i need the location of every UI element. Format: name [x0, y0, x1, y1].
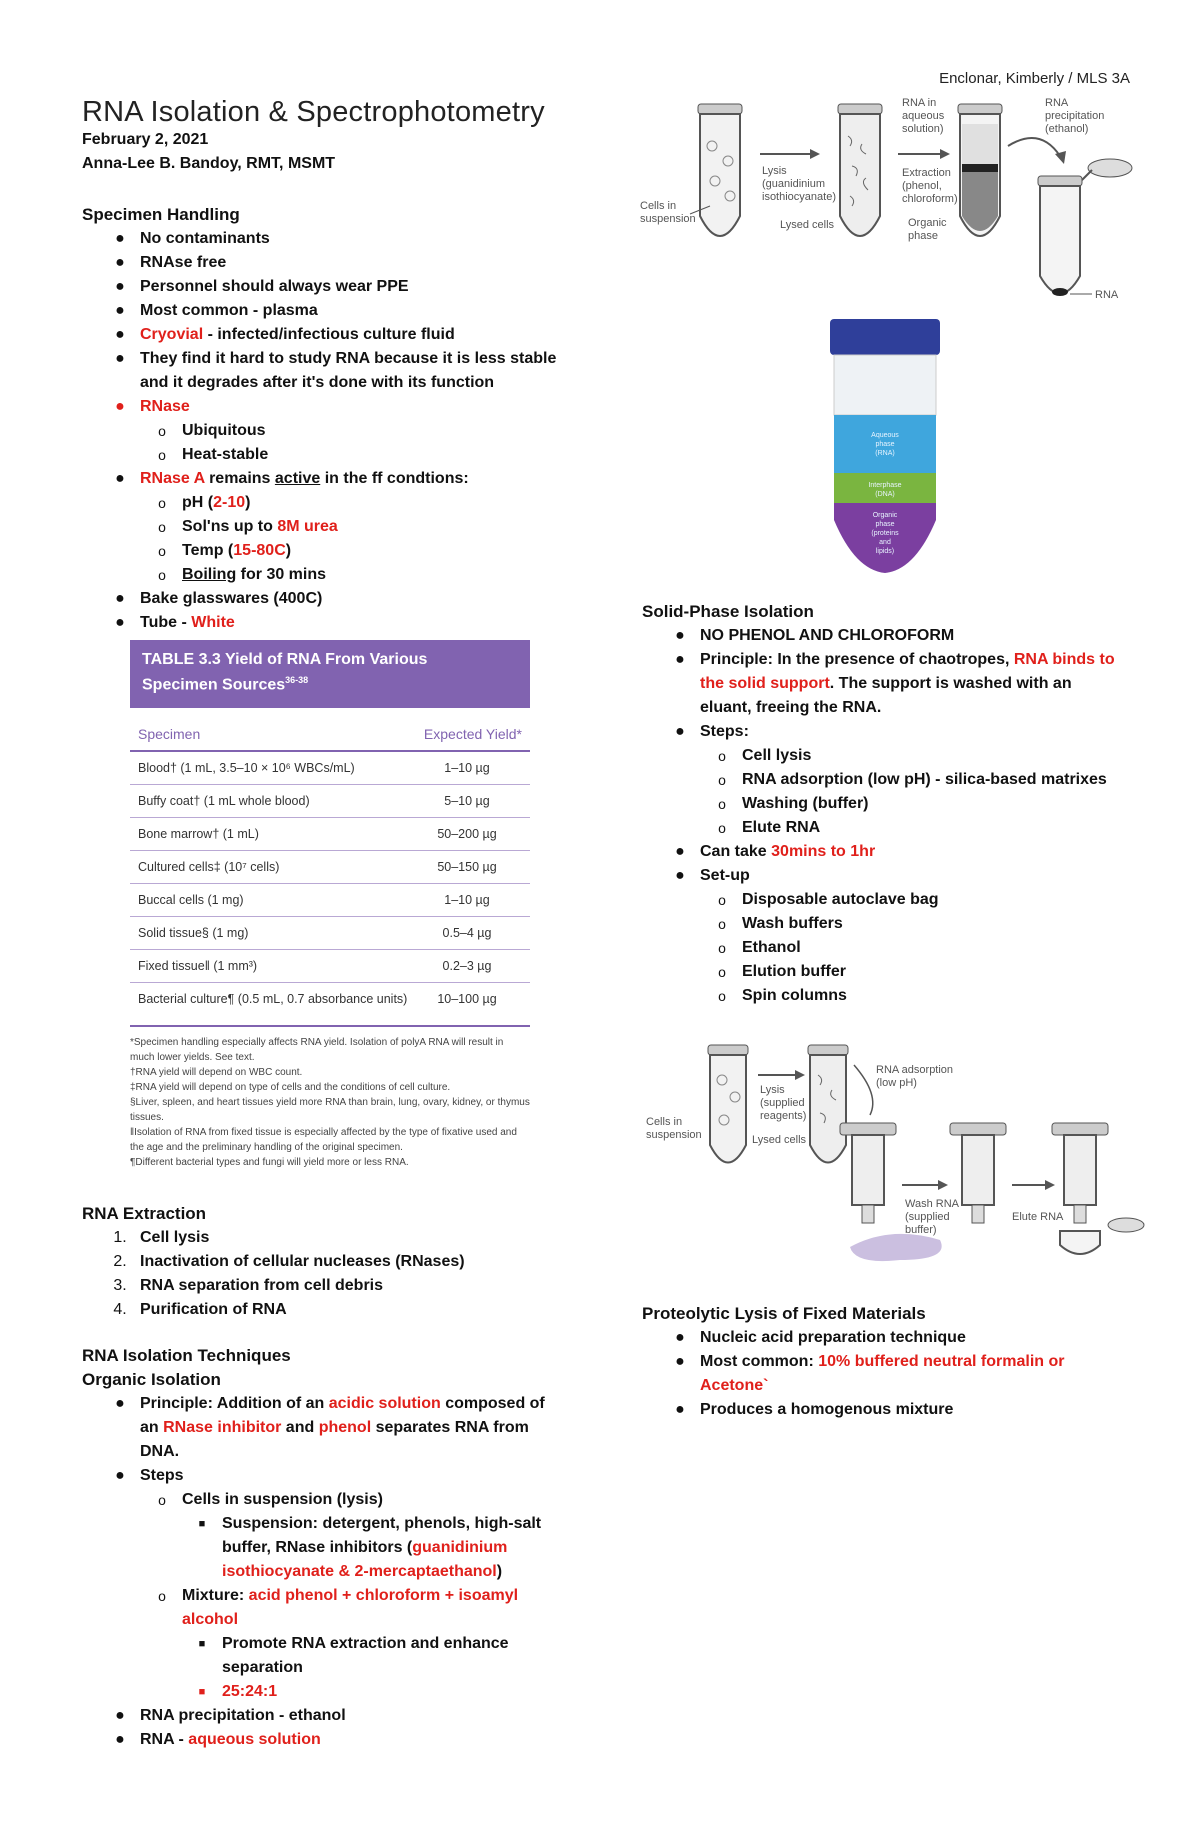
svg-text:and: and: [879, 539, 891, 546]
list-item: o pH (2-10): [158, 494, 251, 511]
list-item: o Disposable autoclave bag: [718, 891, 939, 908]
organic-isolation-heading: Organic Isolation: [82, 1370, 221, 1389]
tube-lysed-icon: [838, 104, 882, 236]
tube-precipitation-icon: [1038, 159, 1132, 296]
svg-text:lipids): lipids): [875, 548, 895, 555]
svg-text:(supplied: (supplied: [760, 1097, 805, 1109]
list-item: ● Tube - White: [115, 614, 235, 631]
tube-extraction-icon: [958, 104, 1002, 236]
lecture-date: February 2, 2021: [82, 131, 209, 148]
svg-text:(phenol,: (phenol,: [902, 180, 942, 192]
solid-phase-figure: [640, 1035, 1150, 1265]
phase-separation-tube-figure: [820, 315, 950, 575]
tube-cap: [830, 319, 940, 355]
svg-text:(guanidinium: (guanidinium: [762, 178, 825, 190]
svg-text:phase: phase: [875, 521, 895, 528]
rna-extraction-heading: RNA Extraction: [82, 1204, 207, 1223]
svg-text:(ethanol): (ethanol): [1045, 123, 1089, 135]
list-item: o Mixture: acid phenol + chloroform + isoamyl alcohol: [158, 1587, 519, 1628]
list-item: ● They find it hard to study RNA because it is less stable and it degrades after it's done with its function: [115, 350, 557, 391]
organic-isolation-figure: [640, 96, 1150, 306]
techniques-heading: RNA Isolation Techniques: [82, 1346, 291, 1365]
list-item: 2. Inactivation of cellular nucleases (RNases): [113, 1253, 465, 1270]
list-item: ● RNA precipitation - ethanol: [115, 1707, 346, 1724]
list-item: ■ Promote RNA extraction and enhance separation: [198, 1635, 509, 1676]
list-item: o Heat-stable: [158, 446, 269, 463]
lecturer-name: Anna-Lee B. Bandoy, RMT, MSMT: [82, 155, 336, 172]
table-title: TABLE 3.3 Yield of RNA From Various Specimen Sources$^{36-38}$: [130, 640, 530, 708]
list-item: o Boiling for 30 mins: [158, 566, 327, 583]
list-item: ● Personnel should always wear PPE: [115, 278, 409, 295]
list-item: ● Principle: In the presence of chaotropes, RNA binds to the solid support. The support is washed with an eluant, freeing the RNA.: [675, 651, 1115, 716]
svg-text:(proteins: (proteins: [871, 530, 899, 537]
list-item: ● Can take 30mins to 1hr: [675, 843, 876, 860]
svg-text:Interphase: Interphase: [868, 482, 902, 489]
svg-text:suspension: suspension: [646, 1129, 702, 1141]
list-item: 4. Purification of RNA: [113, 1301, 287, 1318]
svg-text:buffer): buffer): [905, 1224, 937, 1236]
table-row: Blood† (1 mL, 3.5–10 × 10⁶ WBCs/mL) 1–10 µg: [130, 752, 530, 785]
list-item: o Spin columns: [718, 987, 847, 1004]
list-item: o Cell lysis: [718, 747, 812, 764]
svg-text:(RNA): (RNA): [875, 450, 895, 457]
svg-text:Organic: Organic: [872, 512, 898, 519]
svg-text:Cells in: Cells in: [640, 200, 677, 212]
table-footnotes: *Specimen handling especially affects RNA yield. Isolation of polyA RNA will result in much lower yields. See text. †RNA yield will depend on WBC count. ‡RNA yield will depend on type of cells and the conditions of cell culture. §Liver, spleen, and heart tissues yield more RNA than brain, lung, ovary, kidney, or thymus tissues. ‖Isolation of RNA from fixed tissue is especially affected by the type of fixative used and the age and the preliminary handling of the original specimen. ¶Different bacterial types and fungi will yield more or less RNA.: [130, 1025, 530, 1170]
svg-text:RNA: RNA: [1045, 97, 1069, 109]
list-item: ● Nucleic acid preparation technique: [675, 1329, 966, 1346]
svg-text:(supplied: (supplied: [905, 1211, 950, 1223]
list-item: ● No contaminants: [115, 230, 270, 247]
list-item: o Elution buffer: [718, 963, 846, 980]
list-item: 3. RNA separation from cell debris: [113, 1277, 384, 1294]
list-item: ● Most common - plasma: [115, 302, 318, 319]
author-tag: Enclonar, Kimberly / MLS 3A: [939, 70, 1130, 87]
svg-text:Cells in: Cells in: [646, 1116, 683, 1128]
list-item: o Elute RNA: [718, 819, 821, 836]
tube-cells-icon: [698, 104, 742, 236]
list-item: ● Steps:: [675, 723, 749, 740]
svg-text:phase: phase: [908, 230, 938, 242]
specimen-handling-heading: Specimen Handling: [82, 205, 240, 224]
list-item: o Sol'ns up to 8M urea: [158, 518, 338, 535]
list-item: ● Most common: 10% buffered neutral formalin or Acetone`: [675, 1353, 1065, 1394]
svg-text:chloroform): chloroform): [902, 193, 958, 205]
list-item: o Temp (15-80C): [158, 542, 292, 559]
spin-column-icon: [840, 1123, 896, 1223]
spin-column-icon: [1052, 1123, 1108, 1223]
table-row: Bone marrow† (1 mL) 50–200 µg: [130, 818, 530, 851]
list-item: o Ubiquitous: [158, 422, 266, 439]
svg-text:RNA: RNA: [1095, 289, 1119, 301]
list-item: ■ 25:24:1: [198, 1683, 278, 1700]
svg-text:phase: phase: [875, 441, 895, 448]
tube-cells-icon: [708, 1045, 748, 1163]
svg-text:Aqueous: Aqueous: [871, 432, 899, 439]
svg-text:Wash RNA: Wash RNA: [905, 1198, 959, 1210]
svg-text:Elute RNA: Elute RNA: [1012, 1211, 1064, 1223]
svg-text:Organic: Organic: [908, 217, 947, 229]
list-item: o RNA adsorption (low pH) - silica-based matrixes: [718, 771, 1107, 788]
table-row: Buffy coat† (1 mL whole blood) 5–10 µg: [130, 785, 530, 818]
list-item: 1. Cell lysis: [113, 1229, 210, 1246]
tube-lysed-icon: [808, 1045, 848, 1163]
svg-text:Lysis: Lysis: [760, 1084, 785, 1096]
svg-text:solution): solution): [902, 123, 944, 135]
table-row: Bacterial culture¶ (0.5 mL, 0.7 absorbance units) 10–100 µg: [138, 992, 497, 1006]
list-item: ● RNase: [115, 398, 190, 415]
list-item: ● RNAse free: [115, 254, 227, 271]
list-item: o Cells in suspension (lysis): [158, 1491, 383, 1508]
svg-text:precipitation: precipitation: [1045, 110, 1105, 122]
table-row: Solid tissue§ (1 mg) 0.5–4 µg: [130, 917, 530, 950]
svg-text:RNA in: RNA in: [902, 97, 937, 109]
page-title: RNA Isolation & Spectrophotometry: [82, 96, 545, 128]
rna-yield-table: [130, 640, 530, 1170]
svg-text:Lysis: Lysis: [762, 165, 787, 177]
svg-text:Extraction: Extraction: [902, 167, 951, 179]
list-item: o Washing (buffer): [718, 795, 869, 812]
rna-extraction-section: [82, 1202, 602, 1752]
svg-text:reagents): reagents): [760, 1110, 807, 1122]
svg-text:(low pH): (low pH): [876, 1077, 917, 1089]
list-item: ● NO PHENOL AND CHLOROFORM: [675, 627, 955, 644]
svg-text:Lysed cells: Lysed cells: [780, 219, 835, 231]
proteolytic-section: [642, 1302, 1162, 1422]
svg-text:Lysed cells: Lysed cells: [752, 1134, 807, 1146]
svg-text:aqueous: aqueous: [902, 110, 945, 122]
table-row: Buccal cells (1 mg) 1–10 µg: [130, 884, 530, 917]
svg-text:suspension: suspension: [640, 213, 696, 225]
list-item: ■ Suspension: detergent, phenols, high-salt buffer, RNase inhibitors (guanidinium isothiocyanate & 2-mercaptaethanol): [198, 1515, 542, 1580]
list-item: ● Produces a homogenous mixture: [675, 1401, 954, 1418]
solid-phase-section: [642, 600, 1162, 1008]
svg-text:(DNA): (DNA): [875, 491, 895, 498]
collection-tube-icon: [1060, 1218, 1144, 1254]
table-row: Fixed tissue‖ (1 mm³) 0.2–3 µg: [130, 950, 530, 983]
list-item: o Ethanol: [718, 939, 801, 956]
specimen-handling-section: [82, 203, 602, 635]
table-header: Specimen Expected Yield*: [130, 712, 530, 752]
list-item: ● Steps: [115, 1467, 184, 1484]
solid-phase-heading: Solid-Phase Isolation: [642, 602, 814, 621]
list-item: ● RNA - aqueous solution: [115, 1731, 321, 1748]
svg-text:isothiocyanate): isothiocyanate): [762, 191, 836, 203]
proteolytic-heading: Proteolytic Lysis of Fixed Materials: [642, 1304, 926, 1323]
list-item: ● Set-up: [675, 867, 750, 884]
list-item: ● Cryovial - infected/infectious culture fluid: [115, 326, 455, 343]
list-item: ● RNase A remains active in the ff condtions:: [115, 470, 469, 487]
svg-text:RNA adsorption: RNA adsorption: [876, 1064, 954, 1076]
table-row: Cultured cells‡ (10⁷ cells) 50–150 µg: [130, 851, 530, 884]
list-item: ● Principle: Addition of an acidic solution composed of an RNase inhibitor and phenol separates RNA from DNA.: [115, 1395, 545, 1460]
list-item: o Wash buffers: [718, 915, 843, 932]
list-item: ● Bake glasswares (400C): [115, 590, 323, 607]
